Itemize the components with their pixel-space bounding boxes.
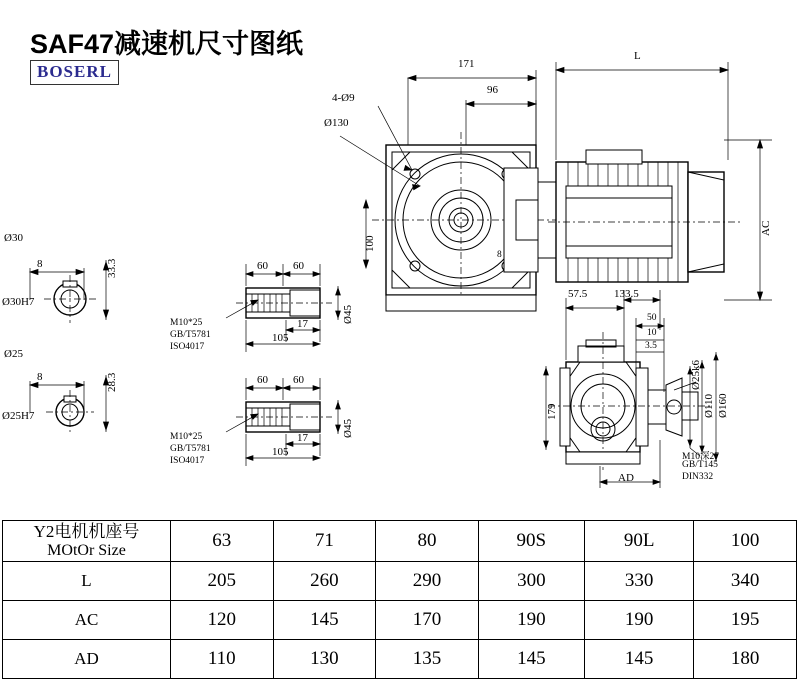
cell: 180 (694, 639, 797, 678)
hollowA-dim-a: 60 (257, 260, 268, 272)
sideview-bolt-circle: Ø110 (703, 393, 715, 418)
shaft1-key-width: 8 (37, 258, 43, 270)
cell: 145 (584, 639, 693, 678)
sideview-thread: M10深27 (682, 452, 719, 462)
hollowA-standard1: GB/T5781 (170, 330, 211, 340)
row-label-AD: AD (3, 639, 171, 678)
sideview-dim-57-5: 57.5 (568, 288, 588, 300)
hollowB-dim-b: 60 (293, 374, 304, 386)
sideview-dim-10: 10 (647, 328, 657, 338)
cell: 90S (478, 521, 584, 562)
cell: 135 (376, 639, 479, 678)
shaft2-bore-label: Ø25H7 (2, 410, 35, 422)
spec-table (2, 520, 797, 679)
sideview-dim-3-5: 3.5 (645, 341, 657, 351)
cell: 130 (273, 639, 376, 678)
dim-96: 96 (487, 84, 498, 96)
dim-4xD9: 4-Ø9 (332, 92, 355, 104)
dim-171: 171 (458, 58, 475, 70)
cell: 195 (694, 600, 797, 639)
dim-100: 100 (364, 235, 376, 252)
cell: 300 (478, 561, 584, 600)
sideview-dim-AD: AD (618, 472, 634, 484)
row-label-en: MOtOr Size (47, 541, 126, 559)
cell: 205 (171, 561, 274, 600)
hollowA-thread: M10*25 (170, 318, 203, 328)
sideview-flange-dia: Ø160 (717, 393, 729, 418)
cell: 260 (273, 561, 376, 600)
dim-AC: AC (760, 220, 772, 236)
cell: 100 (694, 521, 797, 562)
spec-table-body (3, 521, 797, 679)
sideview-dim-50: 50 (647, 313, 657, 323)
brand-logo: BOSERL (30, 60, 119, 85)
cell: 120 (171, 600, 274, 639)
hollowB-dim-a: 60 (257, 374, 268, 386)
sideview-dim-133-5: 133.5 (614, 288, 639, 300)
table-row (3, 600, 797, 639)
table-row (3, 561, 797, 600)
shaft2-height: 28.3 (106, 372, 118, 392)
cell: 290 (376, 561, 479, 600)
cell: 71 (273, 521, 376, 562)
hollowA-dim-17: 17 (297, 318, 308, 330)
dim-L: L (634, 50, 641, 62)
hollowB-dim-105: 105 (272, 446, 289, 458)
hollowB-standard1: GB/T5781 (170, 444, 211, 454)
cell: 145 (273, 600, 376, 639)
shaft2-key-width: 8 (37, 371, 43, 383)
hollowB-standard2: ISO4017 (170, 456, 205, 466)
row-label-motor-size (3, 521, 171, 562)
dim-flange-dia: Ø130 (324, 117, 349, 129)
shaft2-bore-top: Ø25 (4, 348, 23, 360)
sideview-shaft-dia: Ø25k6 (690, 360, 702, 390)
shaft1-bore-top: Ø30 (4, 232, 23, 244)
hollowA-dim-105: 105 (272, 332, 289, 344)
row-label-AC: AC (3, 600, 171, 639)
hollowA-standard2: ISO4017 (170, 342, 205, 352)
row-label-cn: Y2电机机座号 (33, 522, 140, 541)
sideview-standard2: DIN332 (682, 472, 714, 482)
cell: 63 (171, 521, 274, 562)
cell: 170 (376, 600, 479, 639)
shaft1-bore-label: Ø30H7 (2, 296, 35, 308)
hollowB-dia: Ø45 (342, 419, 354, 438)
sideview-standard1: GB/T145 (682, 460, 718, 470)
cell: 90L (584, 521, 693, 562)
sideview-dim-179: 179 (546, 403, 558, 420)
angle-mark: 8 (497, 250, 502, 260)
table-row (3, 639, 797, 678)
hollowA-dia: Ø45 (342, 305, 354, 324)
hollowB-dim-17: 17 (297, 432, 308, 444)
cell: 190 (478, 600, 584, 639)
page-title: SAF47减速机尺寸图纸 (30, 29, 304, 59)
cell: 190 (584, 600, 693, 639)
hollowB-thread: M10*25 (170, 432, 203, 442)
row-label-L: L (3, 561, 171, 600)
cell: 80 (376, 521, 479, 562)
cell: 110 (171, 639, 274, 678)
shaft1-height: 33.3 (106, 258, 118, 278)
table-row (3, 521, 797, 562)
hollowA-dim-b: 60 (293, 260, 304, 272)
cell: 340 (694, 561, 797, 600)
cell: 330 (584, 561, 693, 600)
cell: 145 (478, 639, 584, 678)
